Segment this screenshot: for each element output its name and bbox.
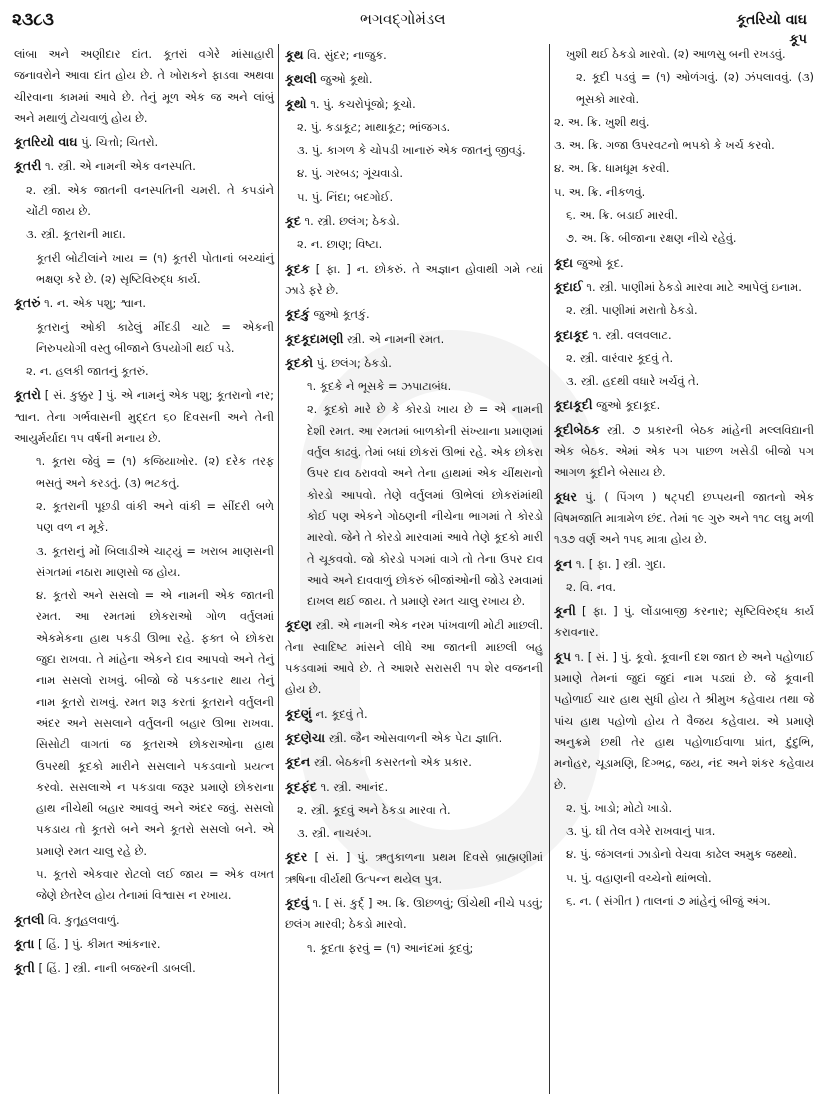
- definition-text: કૂતરાનું ઓકી કાઢેલું મીંદડી ચાટે = એકની નિરુપયોગી વસ્તુ બીજાને ઉપયોગી થઈ પડે.: [36, 319, 274, 355]
- definition-text: ૬. ન. ( સંગીત ) તાલનાં ૭ માંહેનું બીજું અંગ.: [566, 893, 771, 908]
- entry-sense: [554, 821, 814, 842]
- definition-text: ૧. ન. એક પશુ; શ્વાન.: [40, 296, 146, 311]
- dictionary-entry: [554, 252, 814, 274]
- dictionary-entry: [14, 155, 274, 177]
- headword: કૂથ: [285, 47, 304, 62]
- entry-sense: [285, 163, 543, 184]
- dictionary-entry: [285, 352, 543, 374]
- entry-sense: [285, 234, 543, 255]
- dictionary-entry: [14, 957, 274, 979]
- entry-sense: [285, 376, 543, 397]
- headword: કૂતરી: [14, 158, 42, 174]
- dictionary-entry: [285, 258, 543, 302]
- definition-text: ૨. ન. છાણ; વિષ્ટા.: [297, 237, 383, 252]
- definition-text: સ્ત્રી. ૭ પ્રકારની બેઠક માંહેની મલ્લવિદ્યાની એક બેઠક. એમાં એક પગ પાછળ ખસેડી બીજો પગ આગળ કૂદીને બેસાય છે.: [554, 422, 814, 480]
- definition-text: ૧. સ્ત્રી. આનંદ.: [316, 779, 389, 794]
- entry-sense: [14, 541, 274, 584]
- entry-sense: [554, 577, 814, 598]
- entry-sense: [554, 798, 814, 819]
- headword: કૂદકૂદામણી: [285, 330, 344, 346]
- definition-text: જુઓ કૂદ.: [573, 255, 624, 270]
- dictionary-entry: [285, 614, 543, 700]
- entry-sense: [285, 187, 543, 208]
- dictionary-entry: [554, 486, 814, 551]
- definition-text: સ્ત્રી. એ નામની એક નરમ પાંખવાળી મોટી માછલી. તેના સ્વાદિષ્ટ માંસને લીધે આ જાતની માછલી બહુ પકડવામાં આવે છે. તે આશરે સરાસરી ૧૫ શેર વજનની હોય છે.: [285, 618, 543, 697]
- entry-sense: [285, 823, 543, 844]
- definition-text: ૫. કૂતરો એકવાર રોટલો લઈ જાય = એક વખત જેણે છેતરેલ હોય તેનામાં વિશ્વાસ ન રખાય.: [36, 866, 274, 903]
- definition-text: ૨. અ. ક્રિ. ખુશી થવું.: [554, 114, 650, 129]
- definition-text: ૫. પું. નિંદા; બદગોઈ.: [297, 189, 394, 204]
- definition-text: ૩. અ. ક્રિ. ગજા ઉપરવટનો ભપકો કે ખર્ચ કરવો.: [554, 138, 775, 153]
- dictionary-entry: [14, 131, 274, 153]
- entry-sense: [554, 158, 814, 179]
- entry-sense: [554, 228, 814, 249]
- entry-sense: [554, 112, 814, 133]
- entry-sense: [14, 224, 274, 245]
- definition-text: ૧. [ સં. કુર્દ્ ] અ. ક્રિ. ઊછળવું; ઊંચેથી નીચે પડવું; છલંગ મારવી; ઠેકડો મારવો.: [285, 895, 543, 932]
- entry-sense: [14, 496, 274, 539]
- headword: કૂદીબેઠક: [554, 421, 600, 437]
- dictionary-entry: [285, 727, 543, 749]
- entry-sense: [554, 135, 814, 156]
- dictionary-entry: [285, 846, 543, 890]
- headword: કૂપ: [554, 648, 572, 664]
- definition-text: સ્ત્રી. એ નામની રમત.: [343, 331, 445, 346]
- entry-sense: [554, 844, 814, 865]
- definition-text: ન. કૂદવું તે.: [311, 706, 368, 721]
- definition-text: ૧. [ સં. ] પું. કૂવો. કૂવાની દશ જાત છે અને પહોળાઈ પ્રમાણે તેમનાં જુદાં જુદાં નામ પડ્યાં છે. જે કૂવાની પહોળાઈ ચાર હાથ સુધી હોય તે શ્રીમુખ કહેવાય તથા જે પાંચ હાથ પહોળો હોય તે વૈજય કહેવાય. એ પ્રમાણે અનુક્રમે છથી તેર હાથ પહોળાઈવાળા પ્રાંત, દુંદુભિ, મનોહર, ચૂડામણિ, દિગ્ભદ્ર, જય, નંદ અને શંકર કહેવાય છે.: [554, 649, 814, 792]
- definition-text: ૩. સ્ત્રી. કૂતરાની માદા.: [26, 227, 126, 242]
- headword: કૂથલી: [285, 71, 317, 87]
- definition-text: ૩. સ્ત્રી. નાચરંગ.: [297, 826, 372, 841]
- entry-sense: [14, 451, 274, 494]
- definition-text: સ્ત્રી. બેઠકની કસરતનો એક પ્રકાર.: [310, 755, 472, 770]
- headword: કૂદણેચા: [285, 729, 326, 745]
- column-right: [550, 44, 818, 1094]
- dictionary-entry: [554, 419, 814, 484]
- column-middle: [278, 44, 550, 1094]
- guide-word-first: કૂતરિયો વાઘ: [736, 12, 807, 28]
- dictionary-columns: [10, 44, 818, 1094]
- definition-text: ૨. સ્ત્રી. વારંવાર કૂદવું તે.: [566, 350, 674, 365]
- headword: કૂદણું: [285, 705, 312, 721]
- definition-text: પું. ચિત્તો; ચિતરો.: [77, 135, 159, 150]
- entry-sense: [14, 180, 274, 223]
- dictionary-entry: [285, 776, 543, 798]
- definition-text: ૧. કૂદકે ને ભૂસકે = ઝપાટાબંધ.: [307, 379, 452, 394]
- page-number: ૨૩૮૩: [12, 10, 54, 30]
- headword: કૂદા: [554, 254, 574, 270]
- entry-sense: [14, 864, 274, 907]
- definition-text: ખુશી થઈ ઠેકડો મારવો. (૨) આળસુ બની રખડવું.: [566, 47, 786, 61]
- headword: કૂતરિયો વાઘ: [14, 134, 78, 150]
- headword: કૂદર: [285, 849, 308, 865]
- definition-text: ૨. કૂદકો મારે છે કે કોરડો ખાય છે = એ નામની દેશી રમત. આ રમતમાં બાળકોની સંખ્યાના પ્રમાણમાં વર્તુલ કાઢવું. તેમાં બધાં છોકરાં ઊભાં રહે. એક છોકરા ઉપર દાવ ઠરાવવો અને તેના હાથમાં એક ચીંથરાનો કોરડો આપવો. તેણે વર્તુલમાં ઊભેલાં છોકરાંમાંથી કોઈ પણ એકને ગોઠણની નીચેના ભાગમાં તે કોરડો મારવો. જેને તે કોરડો મારવામાં આવે તેણે કૂદકો મારી તે ચૂકવવો. જો કોરડો પગમાં વાગે તો તેના ઉપર દાવ આવે અને દાવવાળું છોકરું બીજાંઓની જોડે રમવામાં દાખલ થઈ જાય. તે પ્રમાણે રમત ચાલુ રખાય છે.: [307, 402, 543, 609]
- headword: કૂતા: [14, 935, 35, 951]
- definition-text: [ ફા. ] ન. છોકરું. તે અજ્ઞાન હોવાથી ગમે ત્યાં ઝાડે ફરે છે.: [285, 261, 543, 297]
- dictionary-entry: [14, 384, 274, 449]
- definition-text: ૪. અ. ક્રિ. ધામધૂમ કરવી.: [554, 161, 670, 176]
- definition-text: ૬. અ. ક્રિ. બડાઈ મારવી.: [566, 208, 679, 223]
- definition-text: ૫. અ. ક્રિ. નીકળવું.: [554, 184, 646, 199]
- headword: કૂતરો: [14, 387, 41, 403]
- definition-text: જુઓ કૂથો.: [316, 72, 373, 87]
- entry-sense: [285, 800, 543, 821]
- definition-text: ૨. સ્ત્રી. કૂદવું અને ઠેકડા મારવા તે.: [297, 802, 451, 817]
- headword: કૂદવું: [285, 894, 309, 910]
- dictionary-entry: [14, 292, 274, 314]
- dictionary-entry: [554, 276, 814, 298]
- entry-sense: [554, 182, 814, 203]
- headword: કૂદાઈ: [554, 278, 583, 294]
- definition-text: પું. ( પિંગળ ) ષટ્પદી છપ્પયની જાતનો એક વિષમજાતિ માત્રામેળ છંદ. તેમાં ૧૯ ગુરુ અને ૧૧૮ લઘુ મળી ૧૩૭ વર્ણ અને ૧૫૬ માત્રા હોય છે.: [554, 489, 814, 547]
- definition-text: ૨. કૂદી પડવું = (૧) ઓળંગવું. (૨) ઝંપલાવવું. (૩) ભૂસકો મારવો.: [576, 70, 814, 106]
- definition-text: [ સં. કુક્કુર ] પું. એ નામનું એક પશુ; કૂતરાનો નર; શ્વાન. તેના ગર્ભવાસની મુદ્દત ૬૦ દિવસની અને તેની આયુર્મર્યાદા ૧૫ વર્ષની મનાય છે.: [14, 388, 274, 446]
- entry-sense: [554, 868, 814, 889]
- definition-text: ૧. સ્ત્રી. છલંગ; ઠેકડો.: [300, 214, 400, 229]
- headword: કૂદાકૂદી: [554, 397, 593, 413]
- definition-text: ૨. કૂતરાની પૂછડી વાંકી અને વાંકી = સીંદરી બળે પણ વળ ન મૂકે.: [36, 498, 274, 535]
- definition-text: ૪. પું. જંગલનાં ઝાડોનો વેચવા કાઢેલ અમુક જથ્થો.: [566, 847, 797, 862]
- headword: કૂદકો: [285, 354, 313, 370]
- headword: કૂદણ: [285, 617, 312, 633]
- dictionary-entry: [554, 394, 814, 416]
- entry-sense: [14, 248, 274, 291]
- definition-text: [ હિં. ] સ્ત્રી. નાની બજરની ડાબલી.: [34, 961, 196, 976]
- definition-text: ૭. અ. ક્રિ. બીજાના રક્ષણ નીચે રહેવું.: [566, 231, 737, 246]
- headword: કૂદાકૂદ: [554, 326, 589, 342]
- definition-text: ૨. સ્ત્રી. પાણીમાં મરાતો ઠેકડો.: [566, 303, 698, 318]
- entry-sense: [554, 67, 814, 110]
- definition-text: ૨. પું. ખાડો; મોટો ખાડો.: [566, 800, 673, 815]
- definition-text: જુઓ કૂતકું.: [309, 307, 370, 322]
- definition-text: પું. છલંગ; ઠેકડો.: [312, 355, 392, 370]
- entry-sense: [14, 317, 274, 360]
- definition-text: [ ફા. ] પું. લોંડાબાજી કરનાર; સૃષ્ટિવિરુદ્ધ કાર્ય કરાવનાર.: [554, 604, 814, 640]
- definition-text: ૧. સ્ત્રી. વલવલાટ.: [588, 327, 672, 342]
- dictionary-entry: [554, 646, 814, 796]
- definition-text: ૨. પું. કડાકૂટ; માથાકૂટ; ભાંજગડ.: [297, 119, 451, 134]
- entry-sense: [554, 348, 814, 369]
- definition-text: જુઓ કૂદાકૂદ.: [592, 398, 661, 413]
- dictionary-entry: [285, 892, 543, 936]
- definition-text: લાંબા અને અણીદાર દાંત. કૂતરાં વગેરે માંસાહારી જનાવરોને આવા દાંત હોય છે. તે ખોરાકને ફાડવા અથવા ચીરવાના કામમાં આવે છે. તેનું મૂળ એક જ અને લાંબું અને મથાળું ટોચવાળું હોય છે.: [14, 47, 274, 125]
- definition-text: ૧. સ્ત્રી. એ નામની એક વનસ્પતિ.: [41, 159, 196, 174]
- headword: કૂતરું: [14, 295, 41, 311]
- definition-text: ૧. પું. કચરોપૂંજો; કૂચો.: [306, 96, 416, 111]
- headword: કૂધર: [554, 488, 577, 504]
- definition-text: ૨. સ્ત્રી. એક જાતની વનસ્પતિની ચમરી. તે કપડાંને ચોંટી જાય છે.: [26, 182, 274, 219]
- headword: કૂદફંદ: [285, 778, 317, 794]
- definition-text: ૧. કૂતરા જેવું = (૧) કજિયાખોર. (૨) દરેક તરફ ભસતું અને કરડતું. (૩) ભટકતું.: [36, 454, 274, 490]
- guide-word-last: કૂપ: [789, 32, 807, 47]
- definition-text: ૫. પું. વહાણની વચ્ચેનો થાંભલો.: [566, 870, 712, 885]
- entry-sense: [285, 938, 543, 959]
- definition-text: ૨. ન. હલકી જાતનું કૂતરું.: [26, 364, 149, 379]
- definition-text: ૪. પું. ગરબડ; ગૂંચવાડો.: [297, 166, 404, 181]
- headword: કૂદક: [285, 260, 310, 276]
- dictionary-entry: [285, 751, 543, 773]
- definition-text: સ્ત્રી. જૈન ઓસવાળની એક પેટા જ્ઞાતિ.: [325, 730, 503, 745]
- headword: કૂદકું: [285, 306, 310, 322]
- entry-sense: [285, 399, 543, 612]
- entry-sense: [14, 44, 274, 129]
- dictionary-entry: [554, 600, 814, 644]
- entry-sense: [554, 891, 814, 912]
- dictionary-entry: [554, 324, 814, 346]
- headword: કૂથો: [285, 95, 307, 111]
- dictionary-entry: [285, 68, 543, 90]
- definition-text: ૩. પું. કાગળ કે ચોપડી ખાનારું એક જાતનું જીવડું.: [297, 143, 526, 158]
- dictionary-entry: [285, 44, 543, 66]
- entry-sense: [554, 371, 814, 392]
- definition-text: વિ. સુંદર; નાજુક.: [303, 48, 387, 62]
- definition-text: ૧. સ્ત્રી. પાણીમાં ઠેકડો મારવા માટે આપેલું ઇનામ.: [582, 279, 802, 294]
- entry-sense: [554, 300, 814, 321]
- definition-text: ૧. કૂદતા ફરવું = (૧) આનંદમાં કૂદવું;: [307, 940, 474, 955]
- entry-sense: [285, 140, 543, 161]
- dictionary-entry: [285, 703, 543, 725]
- entry-sense: [14, 585, 274, 862]
- entry-sense: [554, 205, 814, 226]
- definition-text: [ સં. ] પું. ઋતુકાળના પ્રથમ દિવસે બ્રાહ્મણીમાં ઋષિના વીર્યથી ઉત્પન્ન થયેલ પુત્ર.: [285, 850, 543, 886]
- dictionary-entry: [14, 933, 274, 955]
- dictionary-entry: [554, 553, 814, 575]
- entry-sense: [285, 117, 543, 138]
- definition-text: ૩. કૂતરાનું મોં બિલાડીએ ચાટ્યું = ખરાબ માણસની સંગતમાં નઠારા માણસો જ હોય.: [36, 543, 274, 579]
- page-header: [0, 0, 825, 50]
- definition-text: ૧. [ ફા. ] સ્ત્રી. ગુદા.: [572, 556, 666, 571]
- headword: કૂતલી: [14, 911, 45, 927]
- definition-text: ૪. કૂતરો અને સસલો = એ નામની એક જાતની રમત. આ રમતમાં છોકરાઓ ગોળ વર્તુલમાં એકમેકના હાથ પકડી ઊભા રહે. ફક્ત બે છોકરા જુદા રાખવા. તે માંહેના એકને દાવ આપવો અને તેનું નામ સસલો રાખવું. બીજો જે પકડનાર થાય તેનું નામ કૂતરો રાખવું. રમત શરૂ કરતાં કૂતરાને વર્તુલની અંદર અને સસલાને વર્તુલની બહાર ઊભા રાખવા. સિસોટી વાગતાં જ કૂતરાએ છોકરાઓના હાથ ઉપરથી કૂદકો મારીને સસલાને પકડવાનો પ્રયત્ન કરવો. સસલાએ ન પકડાવા જરૂર પ્રમાણે છોકરાના હાથ નીચેથી બહાર આવવું અને અંદર જવું. સસલો પકડાય તો કૂતરો બને અને કૂતરો સસલો બને. એ પ્રમાણે રમત ચાલુ રહે છે.: [36, 588, 274, 858]
- headword: કૂદન: [285, 754, 311, 770]
- entry-sense: [554, 44, 814, 65]
- definition-text: ૩. સ્ત્રી. હદથી વધારે ખર્ચવું તે.: [566, 374, 700, 389]
- headword: કૂતી: [14, 960, 35, 976]
- headword: કૂન: [554, 555, 573, 571]
- headword: કૂદ: [285, 213, 301, 229]
- entry-sense: [14, 361, 274, 382]
- definition-text: [ હિં. ] પું. કીમત આંકનાર.: [34, 936, 161, 951]
- dictionary-entry: [14, 909, 274, 931]
- definition-text: ૨. વિ. નવ.: [566, 579, 617, 594]
- headword: કૂની: [554, 603, 576, 619]
- dictionary-entry: [285, 303, 543, 325]
- running-title: ભગવદ્ગોમંડલ: [360, 10, 446, 28]
- dictionary-entry: [285, 210, 543, 232]
- definition-text: કૂતરી બોટીલાંને ખાય = (૧) કૂતરી પોતાનાં બચ્ચાંનું ભક્ષણ કરે છે. (૨) સૃષ્ટિવિરુદ્ધ કાર્ય.: [36, 250, 274, 286]
- dictionary-entry: [285, 93, 543, 115]
- definition-text: વિ. કુતૂહલવાળું.: [44, 912, 120, 927]
- dictionary-entry: [285, 328, 543, 350]
- definition-text: ૩. પું. ઘી તેલ વગેરે રાખવાનું પાત્ર.: [566, 824, 716, 839]
- column-left: [10, 44, 278, 1094]
